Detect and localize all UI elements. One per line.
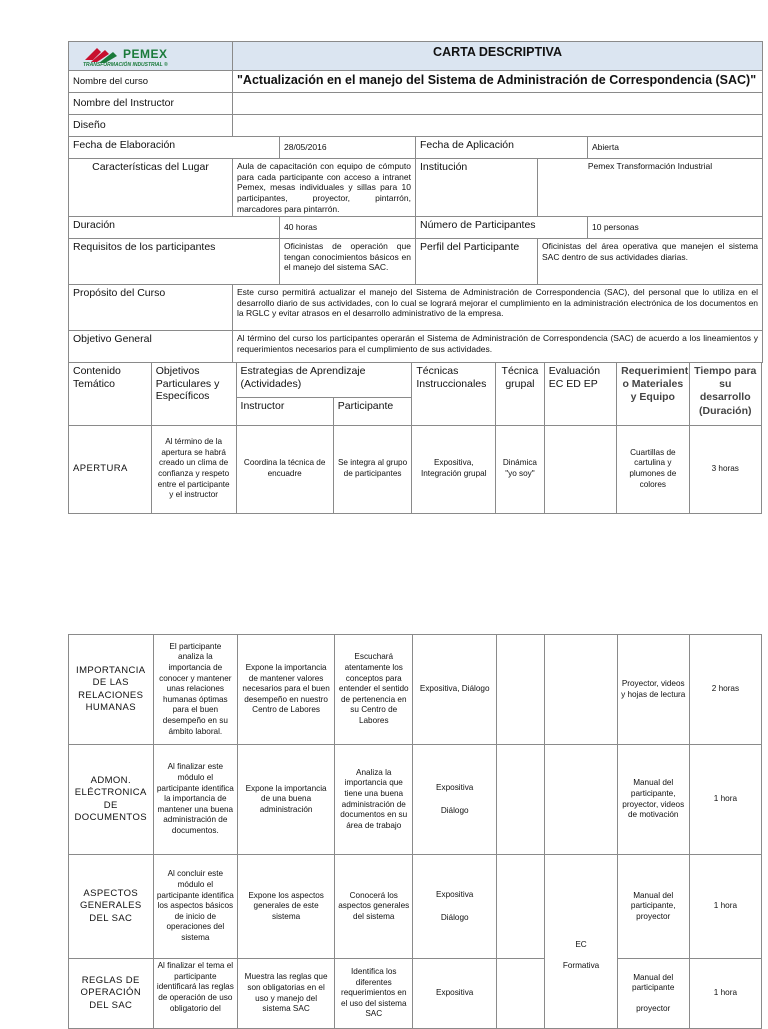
tema-cell: APERTURA [69, 425, 152, 513]
participante-cell: Analiza la importancia que tiene una buena administración de documentos en su área de trabajo [335, 745, 413, 855]
perfil-label: Perfil del Participante [416, 239, 538, 285]
table-row [69, 425, 762, 513]
col-participante: Participante [333, 397, 412, 425]
tecnicas-cell [413, 855, 497, 959]
grupal-cell [496, 855, 544, 959]
evaluacion-cell [544, 425, 616, 513]
objetivo-cell: Al finalizar el tema el participante identificará las reglas de operación de uso obligatorio del [153, 959, 238, 1029]
materiales-cell: Cuartillas de cartulina y plumones de colores [617, 425, 689, 513]
fecha-elaboracion-label: Fecha de Elaboración [69, 137, 280, 159]
tecnica-2: Diálogo [440, 805, 469, 815]
perfil-value: Oficinistas del área operativa que manejen el sistema SAC dentro de sus actividades diarias. [538, 239, 763, 285]
grupal-cell [496, 959, 544, 1029]
col-objetivos: Objetivos Particulares y Específicos [151, 363, 236, 425]
instructor-value [233, 93, 763, 115]
tiempo-cell: 2 horas [689, 635, 761, 745]
diseno-label: Diseño [69, 115, 233, 137]
evaluacion-cell [545, 959, 617, 1029]
course-info-table [68, 41, 763, 363]
instructor-cell: Expone la importancia de una buena administración [238, 745, 335, 855]
pemex-logo [73, 44, 228, 68]
participante-cell: Identifica los diferentes requerimientos en el uso del sistema SAC [335, 959, 413, 1029]
tema-cell: ASPECTOS GENERALES DEL SAC [69, 855, 154, 959]
objetivo-cell: Al término de la apertura se habrá creado un clima de confianza y respeto entre el participante y el instructor [151, 425, 236, 513]
participantes-value: 10 personas [588, 217, 763, 239]
requisitos-label: Requisitos de los participantes [69, 239, 280, 285]
material-1: Manual del participante [632, 972, 675, 993]
col-evaluacion: Evaluación EC ED EP [544, 363, 616, 425]
objetivo-label: Objetivo General [69, 331, 233, 363]
logo-text: PEMEX [123, 47, 168, 61]
tiempo-cell: 1 hora [689, 745, 761, 855]
fecha-elaboracion-value: 28/05/2016 [280, 137, 416, 159]
col-tecnica-grupal: Técnica grupal [496, 363, 545, 425]
tecnica-1: Expositiva [436, 782, 474, 792]
col-instructor: Instructor [236, 397, 333, 425]
tiempo-cell: 3 horas [689, 425, 761, 513]
lugar-label: Características del Lugar [69, 159, 233, 217]
instructor-cell: Muestra las reglas que son obligatorias en el uso y manejo del sistema SAC [238, 959, 335, 1029]
duracion-label: Duración [69, 217, 280, 239]
duracion-value: 40 horas [280, 217, 416, 239]
fecha-aplicacion-value: Abierta [588, 137, 763, 159]
col-estrategias: Estrategias de Aprendizaje (Actividades) [236, 363, 412, 397]
tiempo-cell: 1 hora [689, 855, 761, 959]
col-requerimientos: Requerimient o Materiales y Equipo [617, 363, 689, 425]
instructor-cell: Expone los aspectos generales de este sistema [238, 855, 335, 959]
table-row [69, 745, 762, 855]
tecnica-2: Diálogo [440, 912, 469, 922]
participante-cell: Conocerá los aspectos generales del sistema [335, 855, 413, 959]
logo-cell [69, 42, 233, 71]
instructor-cell: Expone la importancia de mantener valores necesarios para el buen desempeño en nuestro Centro de Labores [238, 635, 335, 745]
contenido-table [68, 363, 762, 514]
materiales-cell: Manual del participante, proyector [617, 855, 689, 959]
tecnica-1: Expositiva [436, 889, 474, 899]
grupal-cell [496, 745, 544, 855]
tema-cell: REGLAS DE OPERACIÓN DEL SAC [69, 959, 154, 1029]
table-row [69, 855, 762, 959]
materiales-cell: Proyector, videos y hojas de lectura [617, 635, 689, 745]
material-2: proyector [636, 1003, 671, 1013]
curso-label: Nombre del curso [69, 71, 233, 93]
contenido-table-continued [68, 634, 762, 1029]
requisitos-value: Oficinistas de operación que tengan conocimientos básicos en el manejo del sistema SAC. [280, 239, 416, 285]
materiales-cell [617, 959, 689, 1029]
lugar-value: Aula de capacitación con equipo de cómputo para cada participante con acceso a intranet Pemex, mesas individuales y sillas para 10 participantes, proyector, pintarrón, marcadores para pintarrón. [233, 159, 416, 217]
instructor-cell: Coordina la técnica de encuadre [236, 425, 333, 513]
tecnicas-cell: Expositiva, Integración grupal [412, 425, 496, 513]
evaluacion-cell [545, 745, 617, 855]
institucion-value: Pemex Transformación Industrial [538, 159, 763, 217]
tecnicas-cell: Expositiva [413, 959, 497, 1029]
participante-cell: Se integra al grupo de participantes [333, 425, 412, 513]
curso-value: "Actualización en el manejo del Sistema de Administración de Correspondencia (SAC)" [233, 71, 763, 93]
participantes-label: Número de Participantes [416, 217, 588, 239]
evaluacion-cell [545, 635, 617, 745]
participante-cell: Escuchará atentamente los conceptos para entender el sentido de pertenencia en su Centro de Labores [335, 635, 413, 745]
tecnicas-cell [413, 745, 497, 855]
objetivo-value: Al término del curso los participantes operarán el Sistema de Administración de Correspondencia (SAC) de acuerdo a los lineamientos y requerimientos necesarios para el cumplimiento de sus actividades. [233, 331, 763, 363]
institucion-label: Institución [416, 159, 538, 217]
fecha-aplicacion-label: Fecha de Aplicación [416, 137, 588, 159]
proposito-label: Propósito del Curso [69, 285, 233, 331]
grupal-cell [496, 635, 544, 745]
materiales-cell: Manual del participante, proyector, videos de motivación [617, 745, 689, 855]
carta-descriptiva-header [68, 41, 762, 514]
tecnicas-cell: Expositiva, Diálogo [413, 635, 497, 745]
col-tiempo: Tiempo para su desarrollo (Duración) [689, 363, 761, 425]
table-row [69, 959, 762, 1029]
tiempo-cell: 1 hora [689, 959, 761, 1029]
diseno-value [233, 115, 763, 137]
objetivo-cell: El participante analiza la importancia de conocer y mantener unas relaciones humanas óptimas para el buen desempeño en su ámbito laboral. [153, 635, 238, 745]
table-row [69, 635, 762, 745]
document-title: CARTA DESCRIPTIVA [233, 42, 763, 71]
logo-subtext: TRANSFORMACIÓN INDUSTRIAL ® [83, 62, 168, 68]
col-tecnicas: Técnicas Instruccionales [412, 363, 496, 425]
evaluacion-cell [545, 855, 617, 959]
col-contenido: Contenido Temático [69, 363, 152, 425]
objetivo-cell: Al finalizar este módulo el participante identifica la importancia de mantener una buena administración de documentos. [153, 745, 238, 855]
proposito-value: Este curso permitirá actualizar el manejo del Sistema de Administración de Correspondencia (SAC), del personal que lo utiliza en el desarrollo diario de sus actividades, con lo cual se logrará mejorar el cumplimiento en la administración electrónica de los documentos en la RGLC y evitar atrasos en el desarrollo administrativo de la empresa. [233, 285, 763, 331]
tema-cell: ADMON. ELÉCTRONICA DE DOCUMENTOS [69, 745, 154, 855]
grupal-cell: Dinámica "yo soy" [496, 425, 545, 513]
instructor-label: Nombre del Instructor [69, 93, 233, 115]
evaluacion-ec: EC [575, 939, 587, 949]
evaluacion-formativa: Formativa [562, 960, 600, 970]
tema-cell: IMPORTANCIA DE LAS RELACIONES HUMANAS [69, 635, 154, 745]
objetivo-cell: Al concluir este módulo el participante identifica los aspectos básicos de inicio de operaciones del sistema [153, 855, 238, 959]
